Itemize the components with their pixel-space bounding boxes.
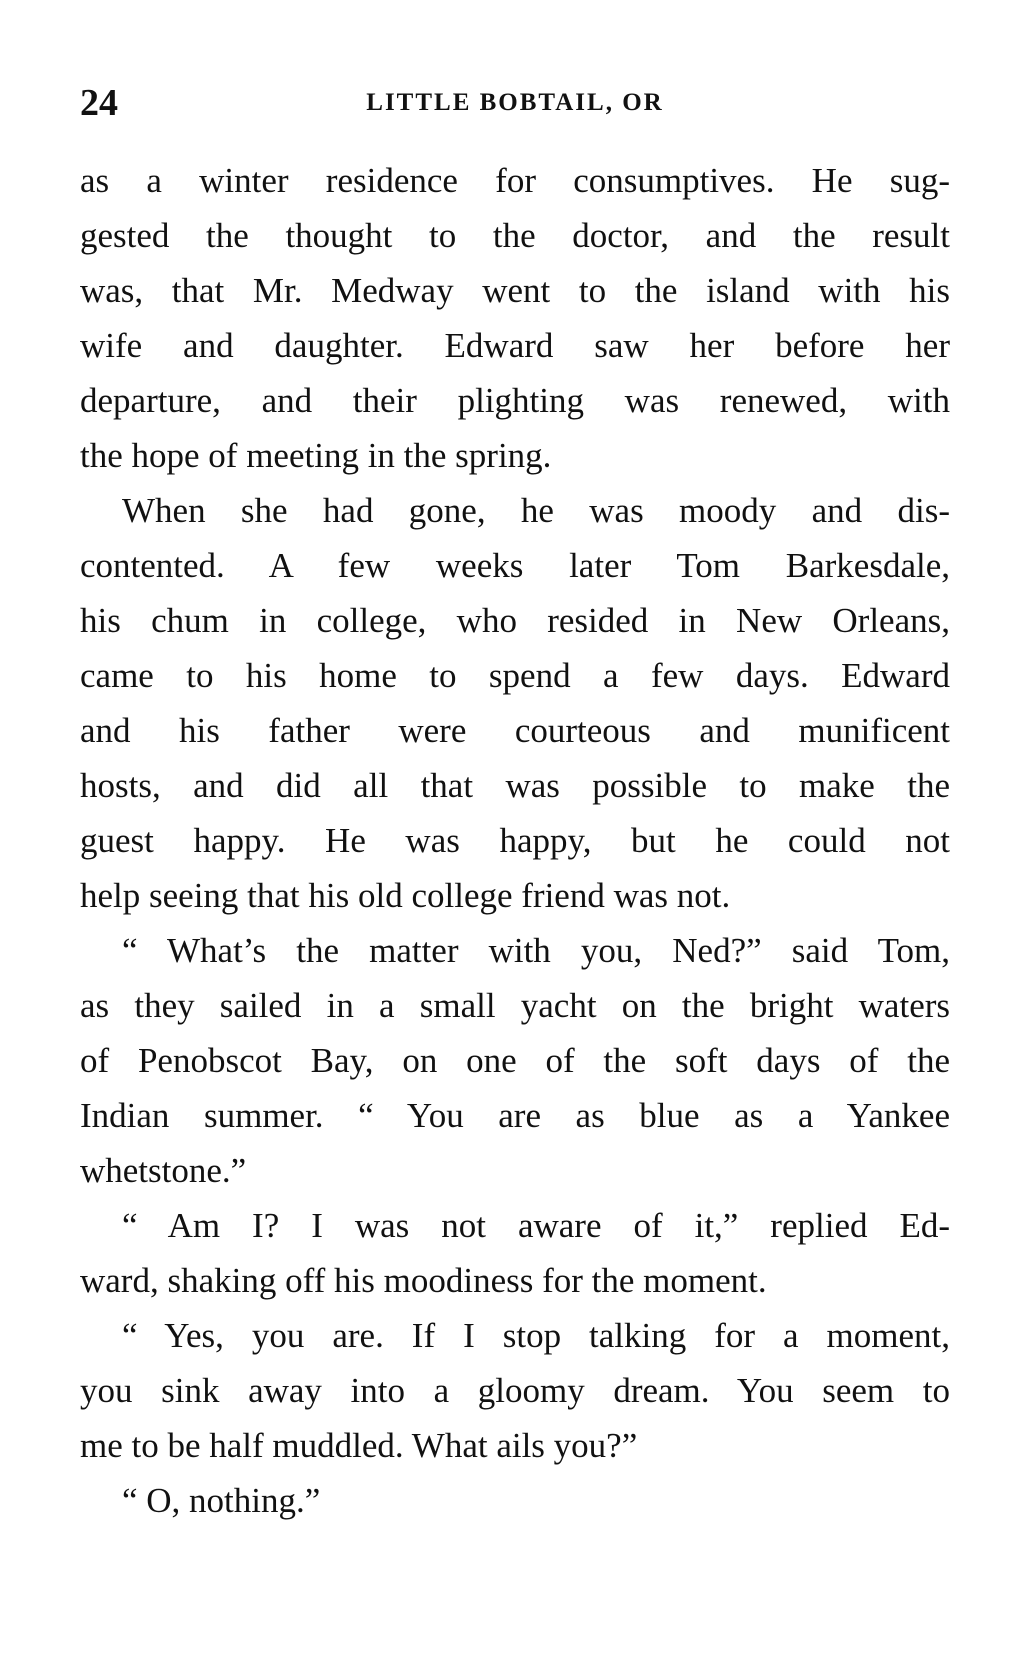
text-line: “ O, nothing.” xyxy=(122,1481,321,1520)
text-line: Indian summer. “ You are as blue as a Yankee xyxy=(80,1096,950,1135)
text-line: contented. A few weeks later Tom Barkesdale, xyxy=(80,546,950,585)
text-line: help seeing that his old college friend was not. xyxy=(80,876,731,915)
text-line: When she had gone, he was moody and dis- xyxy=(122,491,950,530)
text-line: “ Yes, you are. If I stop talking for a moment, xyxy=(122,1316,950,1355)
running-head: LITTLE BOBTAIL, OR xyxy=(366,89,664,116)
text-line: ward, shaking off his moodiness for the moment. xyxy=(80,1261,767,1300)
text-line: hosts, and did all that was possible to make the xyxy=(80,766,950,805)
text-line: “ What’s the matter with you, Ned?” said Tom, xyxy=(122,931,950,970)
text-line: me to be half muddled. What ails you?” xyxy=(80,1426,638,1465)
body-text xyxy=(80,153,950,1528)
text-line: came to his home to spend a few days. Edward xyxy=(80,656,950,695)
page-header xyxy=(80,78,950,128)
text-line: you sink away into a gloomy dream. You seem to xyxy=(80,1371,950,1410)
text-line: his chum in college, who resided in New Orleans, xyxy=(80,601,950,640)
text-line: “ Am I? I was not aware of it,” replied Ed- xyxy=(122,1206,950,1245)
text-line: as they sailed in a small yacht on the bright waters xyxy=(80,986,950,1025)
text-line: was, that Mr. Medway went to the island with his xyxy=(80,271,950,310)
text-line: as a winter residence for consumptives. He sug- xyxy=(80,161,950,200)
text-line: gested the thought to the doctor, and the result xyxy=(80,216,950,255)
text-line: guest happy. He was happy, but he could not xyxy=(80,821,950,860)
text-line: the hope of meeting in the spring. xyxy=(80,436,552,475)
text-line: and his father were courteous and munificent xyxy=(80,711,950,750)
text-line: wife and daughter. Edward saw her before her xyxy=(80,326,950,365)
page-number: 24 xyxy=(80,82,118,124)
text-line: departure, and their plighting was renewed, with xyxy=(80,381,950,420)
text-line: whetstone.” xyxy=(80,1151,247,1190)
text-line: of Penobscot Bay, on one of the soft days of the xyxy=(80,1041,950,1080)
